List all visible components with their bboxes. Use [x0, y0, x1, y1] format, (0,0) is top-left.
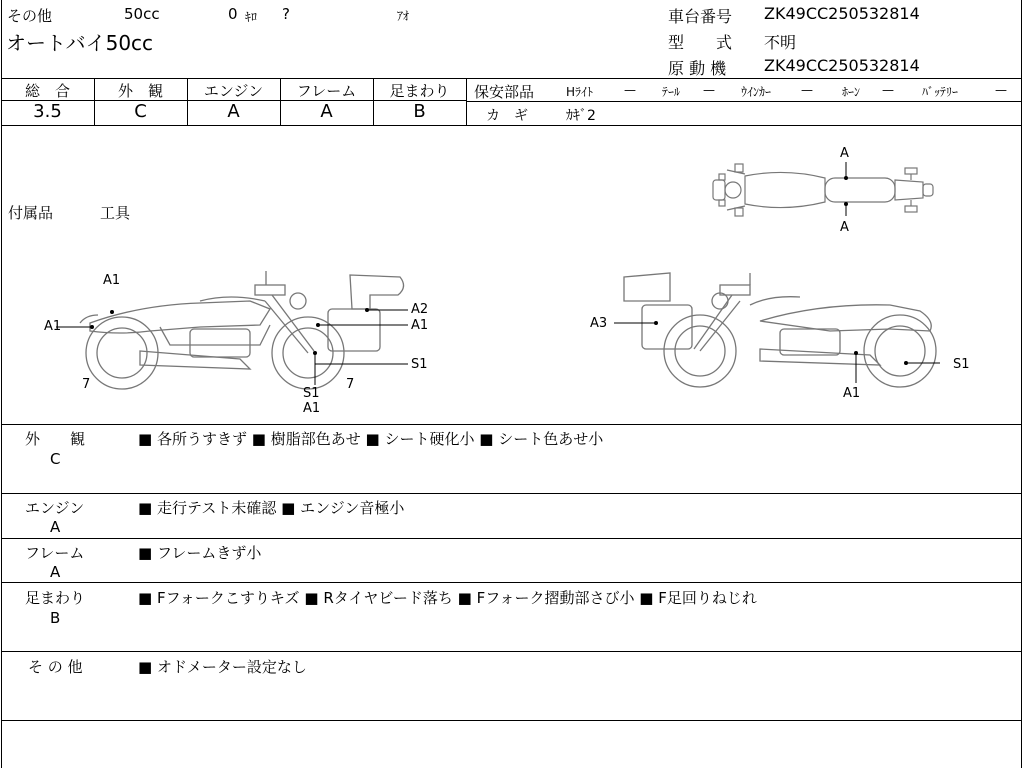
bullet-icon: ■: [138, 430, 153, 448]
grade-frame: A: [320, 101, 333, 122]
remark-item: フレームきず小: [156, 544, 262, 562]
rule-col5: [466, 78, 467, 125]
motorcycle-top-view: [705, 160, 945, 220]
label-left-a1-bottom: A1: [303, 401, 321, 416]
bullet-icon: ■: [639, 589, 654, 607]
remark-exterior-grade: C: [50, 450, 61, 468]
safety-horn-value: —: [882, 83, 894, 97]
rule-grades-top: [1, 78, 1022, 79]
rule-remarks-1: [1, 493, 1022, 494]
label-left-7-rear: 7: [346, 377, 355, 392]
bullet-icon: ■: [281, 499, 296, 517]
motorcycle-left-side-view: [40, 265, 440, 425]
category: その他: [7, 7, 53, 25]
safety-tail: ﾃｰﾙ: [662, 85, 681, 99]
chassis-number: ZK49CC250532814: [764, 4, 920, 23]
mileage-unit: ｷﾛ: [245, 10, 258, 24]
remark-item: エンジン音極小: [300, 499, 405, 517]
remark-item: Fフォークこすりキズ: [156, 589, 300, 607]
motorcycle-right-side-view: [590, 265, 990, 425]
remark-engine-items: [138, 497, 404, 518]
remark-item: Fフォーク摺動部さび小: [476, 589, 635, 607]
remark-frame-grade: A: [50, 563, 61, 581]
rule-safety-mid: [466, 101, 1022, 102]
remark-suspension-title: 足まわり: [25, 589, 86, 607]
safety-battery-value: —: [995, 83, 1007, 97]
remark-suspension-items: [138, 587, 757, 608]
safety-winker-value: —: [801, 83, 813, 97]
remark-item: Rタイヤビード落ち: [323, 589, 453, 607]
safety-winker: ｳｲﾝｶｰ: [741, 85, 772, 99]
label-right-a3: A3: [590, 316, 608, 331]
bullet-icon: ■: [138, 658, 153, 676]
remark-item: F足回りねじれ: [658, 589, 757, 607]
remark-item: オドメーター設定なし: [156, 658, 307, 676]
label-right-a1: A1: [843, 386, 861, 401]
remark-item: シート色あせ小: [498, 430, 604, 448]
remark-item: 走行テスト未確認: [156, 499, 277, 517]
bullet-icon: ■: [251, 430, 266, 448]
grade-header-frame: フレーム: [296, 82, 357, 100]
grade-header-suspension: 足まわり: [389, 82, 450, 100]
remark-exterior-items: [138, 428, 603, 449]
safety-battery: ﾊﾞｯﾃﾘｰ: [922, 85, 959, 99]
grade-suspension: B: [413, 101, 426, 122]
engine-number: ZK49CC250532814: [764, 56, 920, 75]
bullet-icon: ■: [138, 544, 153, 562]
bullet-icon: ■: [138, 499, 153, 517]
remark-other-items: [138, 656, 307, 677]
bullet-icon: ■: [365, 430, 380, 448]
label-left-a1-top: A1: [103, 273, 121, 288]
bullet-icon: ■: [138, 589, 153, 607]
grade-exterior: C: [134, 101, 147, 122]
remark-frame-title: フレーム: [25, 544, 85, 562]
rule-grades-bottom: [1, 125, 1022, 126]
border-right: [1021, 0, 1022, 768]
chassis-label: 車台番号: [668, 7, 733, 26]
bullet-icon: ■: [479, 430, 494, 448]
mileage-flag: ?: [282, 5, 290, 23]
remark-frame-items: [138, 542, 261, 563]
remark-item: 樹脂部色あせ: [270, 430, 361, 448]
safety-headlight-value: —: [624, 83, 636, 97]
grade-engine: A: [227, 101, 240, 122]
bullet-icon: ■: [304, 589, 319, 607]
label-left-7-front: 7: [82, 377, 91, 392]
type-value: 不明: [764, 33, 797, 52]
label-left-a1-side: A1: [44, 319, 62, 334]
grade-header-engine: エンジン: [203, 82, 264, 100]
rule-remarks-4: [1, 651, 1022, 652]
remark-engine-title: エンジン: [25, 499, 85, 517]
remark-suspension-grade: B: [50, 609, 61, 627]
safety-tail-value: —: [703, 83, 715, 97]
remark-other-title: そ の 他: [28, 658, 83, 676]
label-left-s1-right: S1: [411, 357, 428, 372]
color: ｱｵ: [397, 9, 410, 23]
grade-overall: 3.5: [33, 101, 62, 122]
rule-remarks-3: [1, 582, 1022, 583]
displacement: 50cc: [124, 5, 160, 23]
label-top-back: A: [840, 220, 849, 235]
rule-remarks-top: [1, 424, 1022, 425]
grade-header-overall: 総 合: [24, 82, 70, 100]
grade-header-exterior: 外 観: [117, 82, 163, 100]
safety-label: 保安部品: [474, 83, 535, 101]
accessories-label: 付属品: [8, 204, 54, 222]
key-label: カ ギ: [486, 108, 528, 124]
rule-remarks-2: [1, 538, 1022, 539]
label-right-s1: S1: [953, 357, 970, 372]
label-top-front: A: [840, 146, 849, 161]
label-left-a1-right: A1: [411, 318, 429, 333]
key-value: ｶｷﾞ2: [566, 108, 596, 124]
mileage-value: 0: [228, 5, 238, 23]
remark-engine-grade: A: [50, 518, 61, 536]
safety-horn: ﾎｰﾝ: [842, 85, 861, 99]
safety-headlight: Hﾗｲﾄ: [566, 85, 594, 99]
remark-item: 各所うすきず: [156, 430, 247, 448]
label-left-s1-bottom: S1: [303, 386, 320, 401]
remark-exterior-title: 外 観: [25, 430, 86, 448]
model-name: オートバイ50cc: [6, 31, 154, 55]
type-label: 型 式: [668, 33, 733, 52]
rule-remarks-5: [1, 720, 1022, 721]
accessories-value: 工具: [100, 204, 131, 222]
remark-item: シート硬化小: [384, 430, 475, 448]
bullet-icon: ■: [457, 589, 472, 607]
label-left-a2: A2: [411, 302, 429, 317]
engine-label: 原 動 機: [668, 59, 727, 78]
